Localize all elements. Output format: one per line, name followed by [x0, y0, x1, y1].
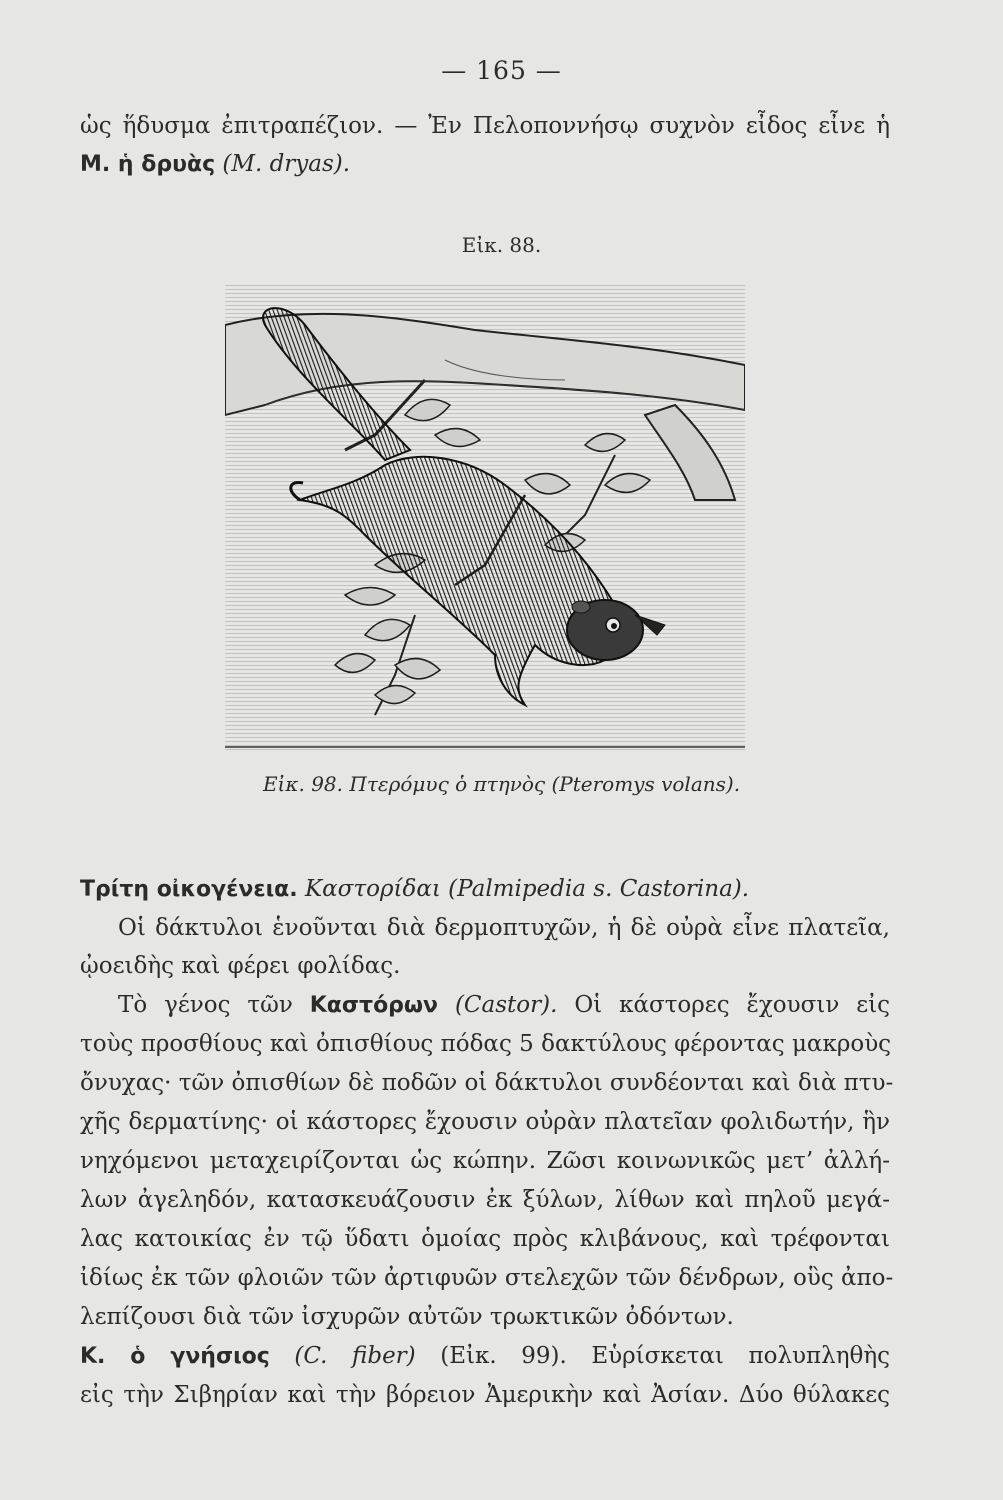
text-line: ᾠοειδὴς καὶ φέρει φολίδας.: [80, 953, 401, 979]
figure-label: Εἰκ. 88.: [461, 233, 542, 257]
section-heading-latin: Καστορίδαι (Palmipedia s. Castorina).: [304, 876, 750, 902]
species-text: (Εἰκ. 99). Εὑρίσκεται πολυπληθὴς: [440, 1343, 890, 1369]
text-line: [80, 1340, 890, 1373]
text-line: χῆς δερματίνης· οἱ κάστορες ἔχουσιν οὐρὰν πλατεῖαν φολιδωτήν, ἣν: [80, 1109, 890, 1135]
figure-caption: Εἰκ. 98. Πτερόμυς ὁ πτηνὸς (Pteromys volans).: [262, 772, 741, 796]
genus-text: Οἱ κάστορες ἔχουσιν εἰς: [574, 992, 891, 1018]
text-line: λας κατοικίας ἐν τῷ ὕδατι ὁμοίας πρὸς κλιβάνους, καὶ τρέφονται: [80, 1226, 890, 1252]
species-name-bold: Κ. ὁ γνήσιος: [80, 1344, 270, 1369]
text-line: ὄνυχας· τῶν ὀπισθίων δὲ ποδῶν οἱ δάκτυλοι συνδέονται καὶ διὰ πτυ-: [80, 1070, 894, 1096]
text-line: τοὺς προσθίους καὶ ὀπισθίους πόδας 5 δακτύλους φέροντας μακροὺς: [80, 1031, 892, 1057]
species-name-latin: (C. fiber): [294, 1343, 416, 1369]
section-heading: [80, 873, 749, 906]
text-line: λεπίζουσι διὰ τῶν ἰσχυρῶν αὐτῶν τρωκτικῶν ὀδόντων.: [80, 1304, 734, 1330]
text-line: [80, 148, 350, 181]
genus-name-bold: Καστόρων: [309, 993, 439, 1018]
genus-intro: Τὸ γένος τῶν: [118, 992, 293, 1018]
text-line: Οἱ δάκτυλοι ἑνοῦνται διὰ δερμοπτυχῶν, ἡ δὲ οὐρὰ εἶνε πλατεῖα,: [118, 915, 890, 941]
text-line: εἰς τὴν Σιβηρίαν καὶ τὴν βόρειον Ἀμερικὴν καὶ Ἀσίαν. Δύο θύλακες: [80, 1382, 890, 1408]
text-line: [118, 989, 890, 1022]
text-line: νηχόμενοι μεταχειρίζονται ὡς κώπην. Ζῶσι κοινωνικῶς μετ’ ἀλλή-: [80, 1148, 890, 1174]
text-line: ὡς ἥδυσμα ἐπιτραπέζιον. — Ἐν Πελοποννήσῳ συχνὸν εἶδος εἶνε ἡ: [80, 113, 890, 139]
genus-name-latin: (Castor).: [454, 992, 558, 1018]
page-number: — 165 —: [441, 56, 562, 85]
species-name-bold: Μ. ἡ δρυὰς: [80, 152, 216, 177]
flying-squirrel-engraving: [225, 285, 745, 750]
text-line: ἰδίως ἐκ τῶν φλοιῶν τῶν ἀρτιφυῶν στελεχῶν τῶν δένδρων, οὓς ἀπο-: [80, 1265, 894, 1291]
species-name-latin: (M. dryas).: [222, 151, 351, 177]
text-line: λων ἀγεληδόν, κατασκευάζουσιν ἐκ ξύλων, λίθων καὶ πηλοῦ μεγά-: [80, 1187, 890, 1213]
section-heading-bold: Τρίτη οἰκογένεια.: [80, 877, 298, 902]
